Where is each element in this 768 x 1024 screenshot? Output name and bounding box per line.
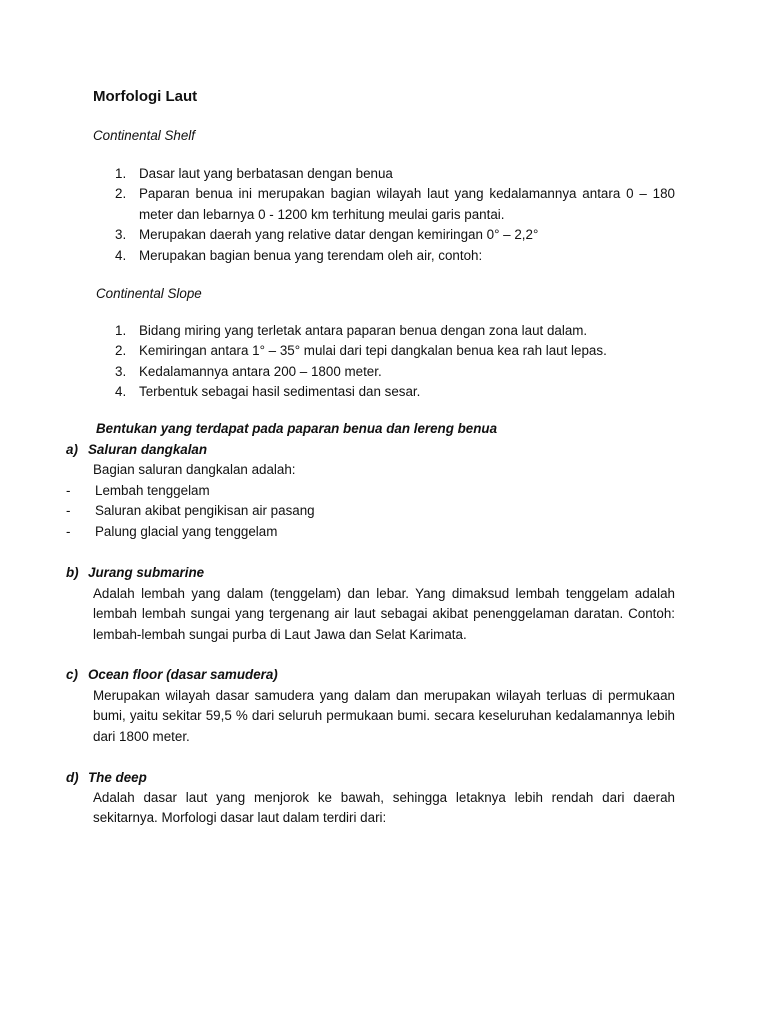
section-b-heading: b) Jurang submarine xyxy=(66,565,205,580)
continental-slope-heading: Continental Slope xyxy=(96,286,202,301)
list-item: 3. Kedalamannya antara 200 – 1800 meter. xyxy=(115,363,382,379)
list-item: - Saluran akibat pengikisan air pasang xyxy=(66,503,315,519)
document-title: Morfologi Laut xyxy=(93,88,198,105)
section-d-heading: d) The deep xyxy=(66,770,147,785)
list-item: 1. Bidang miring yang terletak antara paparan benua dengan zona laut dalam. xyxy=(115,323,588,338)
section-a-heading: a) Saluran dangkalan xyxy=(66,442,208,457)
section-a-list xyxy=(66,481,315,542)
list-item: - Lembah tenggelam xyxy=(66,483,210,498)
section-b-body: Adalah lembah yang dalam (tenggelam) dan lebar. Yang dimaksud lembah tenggelam adalah lembah lembah sungai yang tergenang air laut sebagai akibat penenggelaman daratan. Contoh: lembah-lembah sungai purba di Laut Jawa dan Selat Karimata. xyxy=(93,586,675,642)
list-item: - Palung glacial yang tenggelam xyxy=(66,523,278,539)
list-item: 4. Merupakan bagian benua yang terendam oleh air, contoh: xyxy=(115,247,483,263)
continental-shelf-list xyxy=(93,164,675,266)
forms-heading: Bentukan yang terdapat pada paparan benua dan lereng benua xyxy=(96,421,498,436)
section-d-body: Adalah dasar laut yang menjorok ke bawah, sehingga letaknya lebih rendah dari daerah sekitarnya. Morfologi dasar laut dalam terdiri dari: xyxy=(93,790,675,826)
list-item: 3. Merupakan daerah yang relative datar dengan kemiringan 0° – 2,2° xyxy=(115,227,539,243)
list-item: 1. Dasar laut yang berbatasan dengan benua xyxy=(115,166,393,181)
section-c-heading: c) Ocean floor (dasar samudera) xyxy=(66,667,278,682)
list-item: 4. Terbentuk sebagai hasil sedimentasi dan sesar. xyxy=(115,384,421,400)
list-item: 2. Paparan benua ini merupakan bagian wilayah laut yang kedalamannya antara 0 – 180 meter dan lebarnya 0 - 1200 km terhitung meulai garis pantai. xyxy=(115,186,675,222)
continental-shelf-heading: Continental Shelf xyxy=(93,128,195,143)
section-c-body: Merupakan wilayah dasar samudera yang dalam dan merupakan wilayah terluas di permukaan bumi, yaitu sekitar 59,5 % dari seluruh permukaan bumi. secara keseluruhan kedalamannya lebih dari 1800 meter. xyxy=(93,688,675,744)
continental-slope-list xyxy=(93,321,675,403)
list-item: 2. Kemiringan antara 1° – 35° mulai dari tepi dangkalan benua kea rah laut lepas. xyxy=(115,343,607,359)
section-a-intro: Bagian saluran dangkalan adalah: xyxy=(93,462,296,477)
